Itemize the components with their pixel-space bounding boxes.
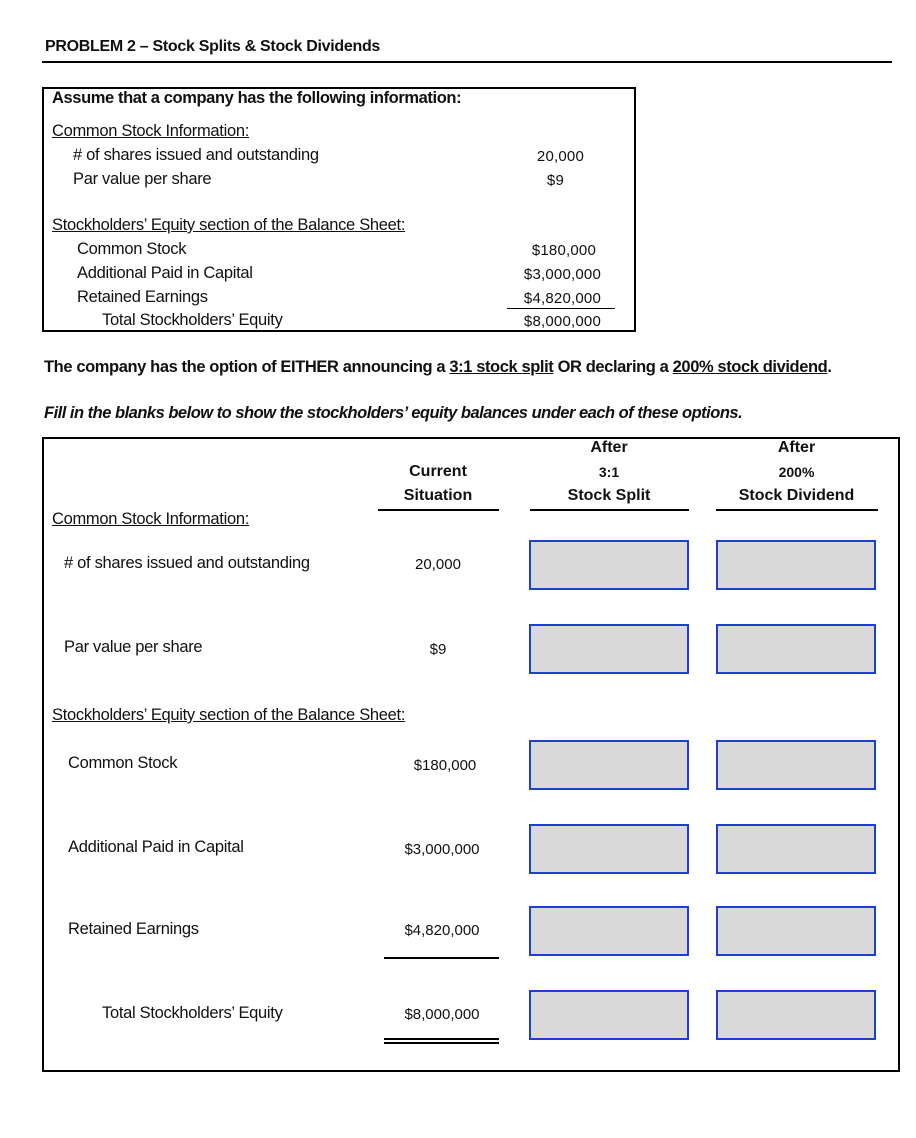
row-total-current: $8,000,000 (404, 1006, 480, 1023)
col-dividend-line3: Stock Dividend (738, 487, 855, 504)
col-current-line1: Current (409, 463, 467, 480)
option-mid: OR declaring a (553, 358, 673, 376)
title-rule (42, 61, 892, 63)
col-current-line2: Situation (403, 487, 473, 504)
answer-apic-dividend[interactable] (716, 824, 876, 874)
option-dividend: 200% stock dividend (672, 358, 828, 376)
answer-common-stock-split[interactable] (529, 740, 689, 790)
row-common-stock-current: $180,000 (413, 757, 477, 774)
row-par-current: $9 (429, 641, 447, 658)
table-equity-section: Stockholders’ Equity section of the Balance Sheet: (52, 706, 406, 724)
info-heading: Assume that a company has the following information: (52, 89, 462, 107)
problem-title: PROBLEM 2 – Stock Splits & Stock Dividends (45, 38, 381, 55)
answer-re-dividend[interactable] (716, 906, 876, 956)
info-common-stock-label: Common Stock (77, 240, 187, 258)
row-apic-current: $3,000,000 (404, 841, 480, 858)
option-text (44, 358, 832, 377)
info-common-stock-value: $180,000 (531, 242, 596, 259)
row-shares-label: # of shares issued and outstanding (64, 554, 310, 572)
col-split-line3: Stock Split (567, 487, 651, 504)
answer-shares-split[interactable] (529, 540, 689, 590)
answer-total-split[interactable] (529, 990, 689, 1040)
answer-par-split[interactable] (529, 624, 689, 674)
total-double-rule-bottom (384, 1042, 499, 1044)
info-apic-label: Additional Paid in Capital (77, 264, 253, 282)
col-split-line1: After (590, 439, 628, 456)
col-split-line2: 3:1 (598, 464, 620, 480)
info-equity-section: Stockholders’ Equity section of the Balance Sheet: (52, 216, 406, 234)
info-sum-rule (507, 308, 615, 309)
info-apic-value: $3,000,000 (523, 266, 601, 283)
row-apic-label: Additional Paid in Capital (68, 838, 244, 856)
info-shares-value: 20,000 (536, 148, 584, 165)
col-dividend-header (716, 436, 877, 508)
col-current-rule (378, 509, 499, 511)
row-re-label: Retained Earnings (68, 920, 199, 938)
current-sum-rule (384, 957, 499, 959)
col-split-header (530, 436, 688, 508)
info-re-value: $4,820,000 (523, 290, 601, 307)
col-current-header (378, 460, 498, 508)
row-re-current: $4,820,000 (404, 922, 480, 939)
answer-common-stock-dividend[interactable] (716, 740, 876, 790)
row-shares-current: 20,000 (415, 556, 461, 573)
answer-re-split[interactable] (529, 906, 689, 956)
table-common-section: Common Stock Information: (52, 510, 249, 528)
info-total-value: $8,000,000 (523, 313, 601, 330)
row-total-label: Total Stockholders’ Equity (102, 1004, 283, 1022)
info-total-label: Total Stockholders’ Equity (102, 311, 283, 329)
col-dividend-rule (716, 509, 878, 511)
col-dividend-line1: After (777, 439, 816, 456)
option-pre: The company has the option of EITHER announcing a (44, 358, 450, 376)
info-common-section: Common Stock Information: (52, 122, 249, 140)
answer-par-dividend[interactable] (716, 624, 876, 674)
info-re-label: Retained Earnings (77, 288, 208, 306)
info-par-value: $9 (546, 172, 564, 189)
answer-total-dividend[interactable] (716, 990, 876, 1040)
answer-apic-split[interactable] (529, 824, 689, 874)
instruction-text: Fill in the blanks below to show the stockholders’ equity balances under each of these options. (44, 404, 743, 422)
info-shares-label: # of shares issued and outstanding (73, 146, 319, 164)
row-common-stock-label: Common Stock (68, 754, 178, 772)
col-dividend-line2: 200% (778, 464, 815, 480)
row-par-label: Par value per share (64, 638, 203, 656)
info-par-label: Par value per share (73, 170, 212, 188)
answer-shares-dividend[interactable] (716, 540, 876, 590)
col-split-rule (530, 509, 689, 511)
option-end: . (827, 358, 832, 376)
total-double-rule-top (384, 1038, 499, 1040)
option-split: 3:1 stock split (449, 358, 554, 376)
